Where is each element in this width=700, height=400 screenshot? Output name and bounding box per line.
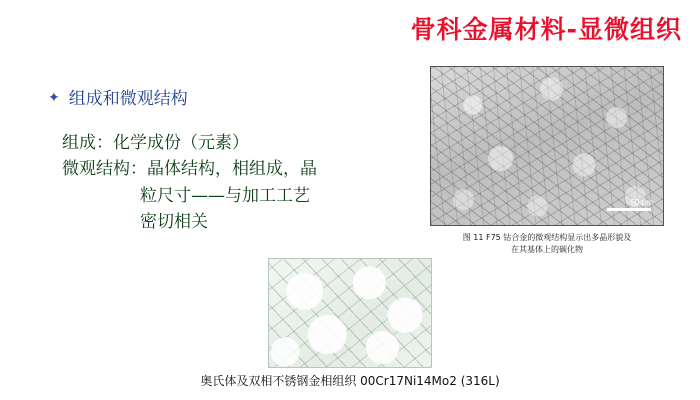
body-line: 组成：化学成份（元素） [62, 133, 249, 153]
body-line: 密切相关 [140, 212, 208, 233]
micrograph-stainless-steel-image [268, 258, 432, 368]
diamond-bullet-icon: ✦ [48, 88, 60, 105]
body-line: 粒尺寸——与加工工艺 [140, 185, 310, 206]
micrograph-f75-caption [430, 232, 664, 256]
scale-bar [607, 208, 651, 211]
micrograph-stainless-steel-caption: 奥氏体及双相不锈钢金相组织 00Cr17Ni14Mo2 (316L) [200, 374, 500, 388]
micrograph-f75-alloy-image [430, 66, 664, 226]
page-title: 骨科金属材料-显微组织 [410, 15, 682, 44]
caption-line: 图 11 F75 钴合金的微观结构显示出多晶形貌及 [462, 233, 632, 242]
bullet-heading-label: 组成和微观结构 [68, 89, 188, 109]
body-line: 微观结构：晶体结构，相组成，晶 [62, 159, 317, 180]
body-text-block [62, 130, 422, 235]
caption-line: 在其基体上的碳化物 [511, 245, 583, 254]
scale-bar-label: 50 μm [630, 198, 653, 207]
bullet-heading [48, 84, 188, 109]
